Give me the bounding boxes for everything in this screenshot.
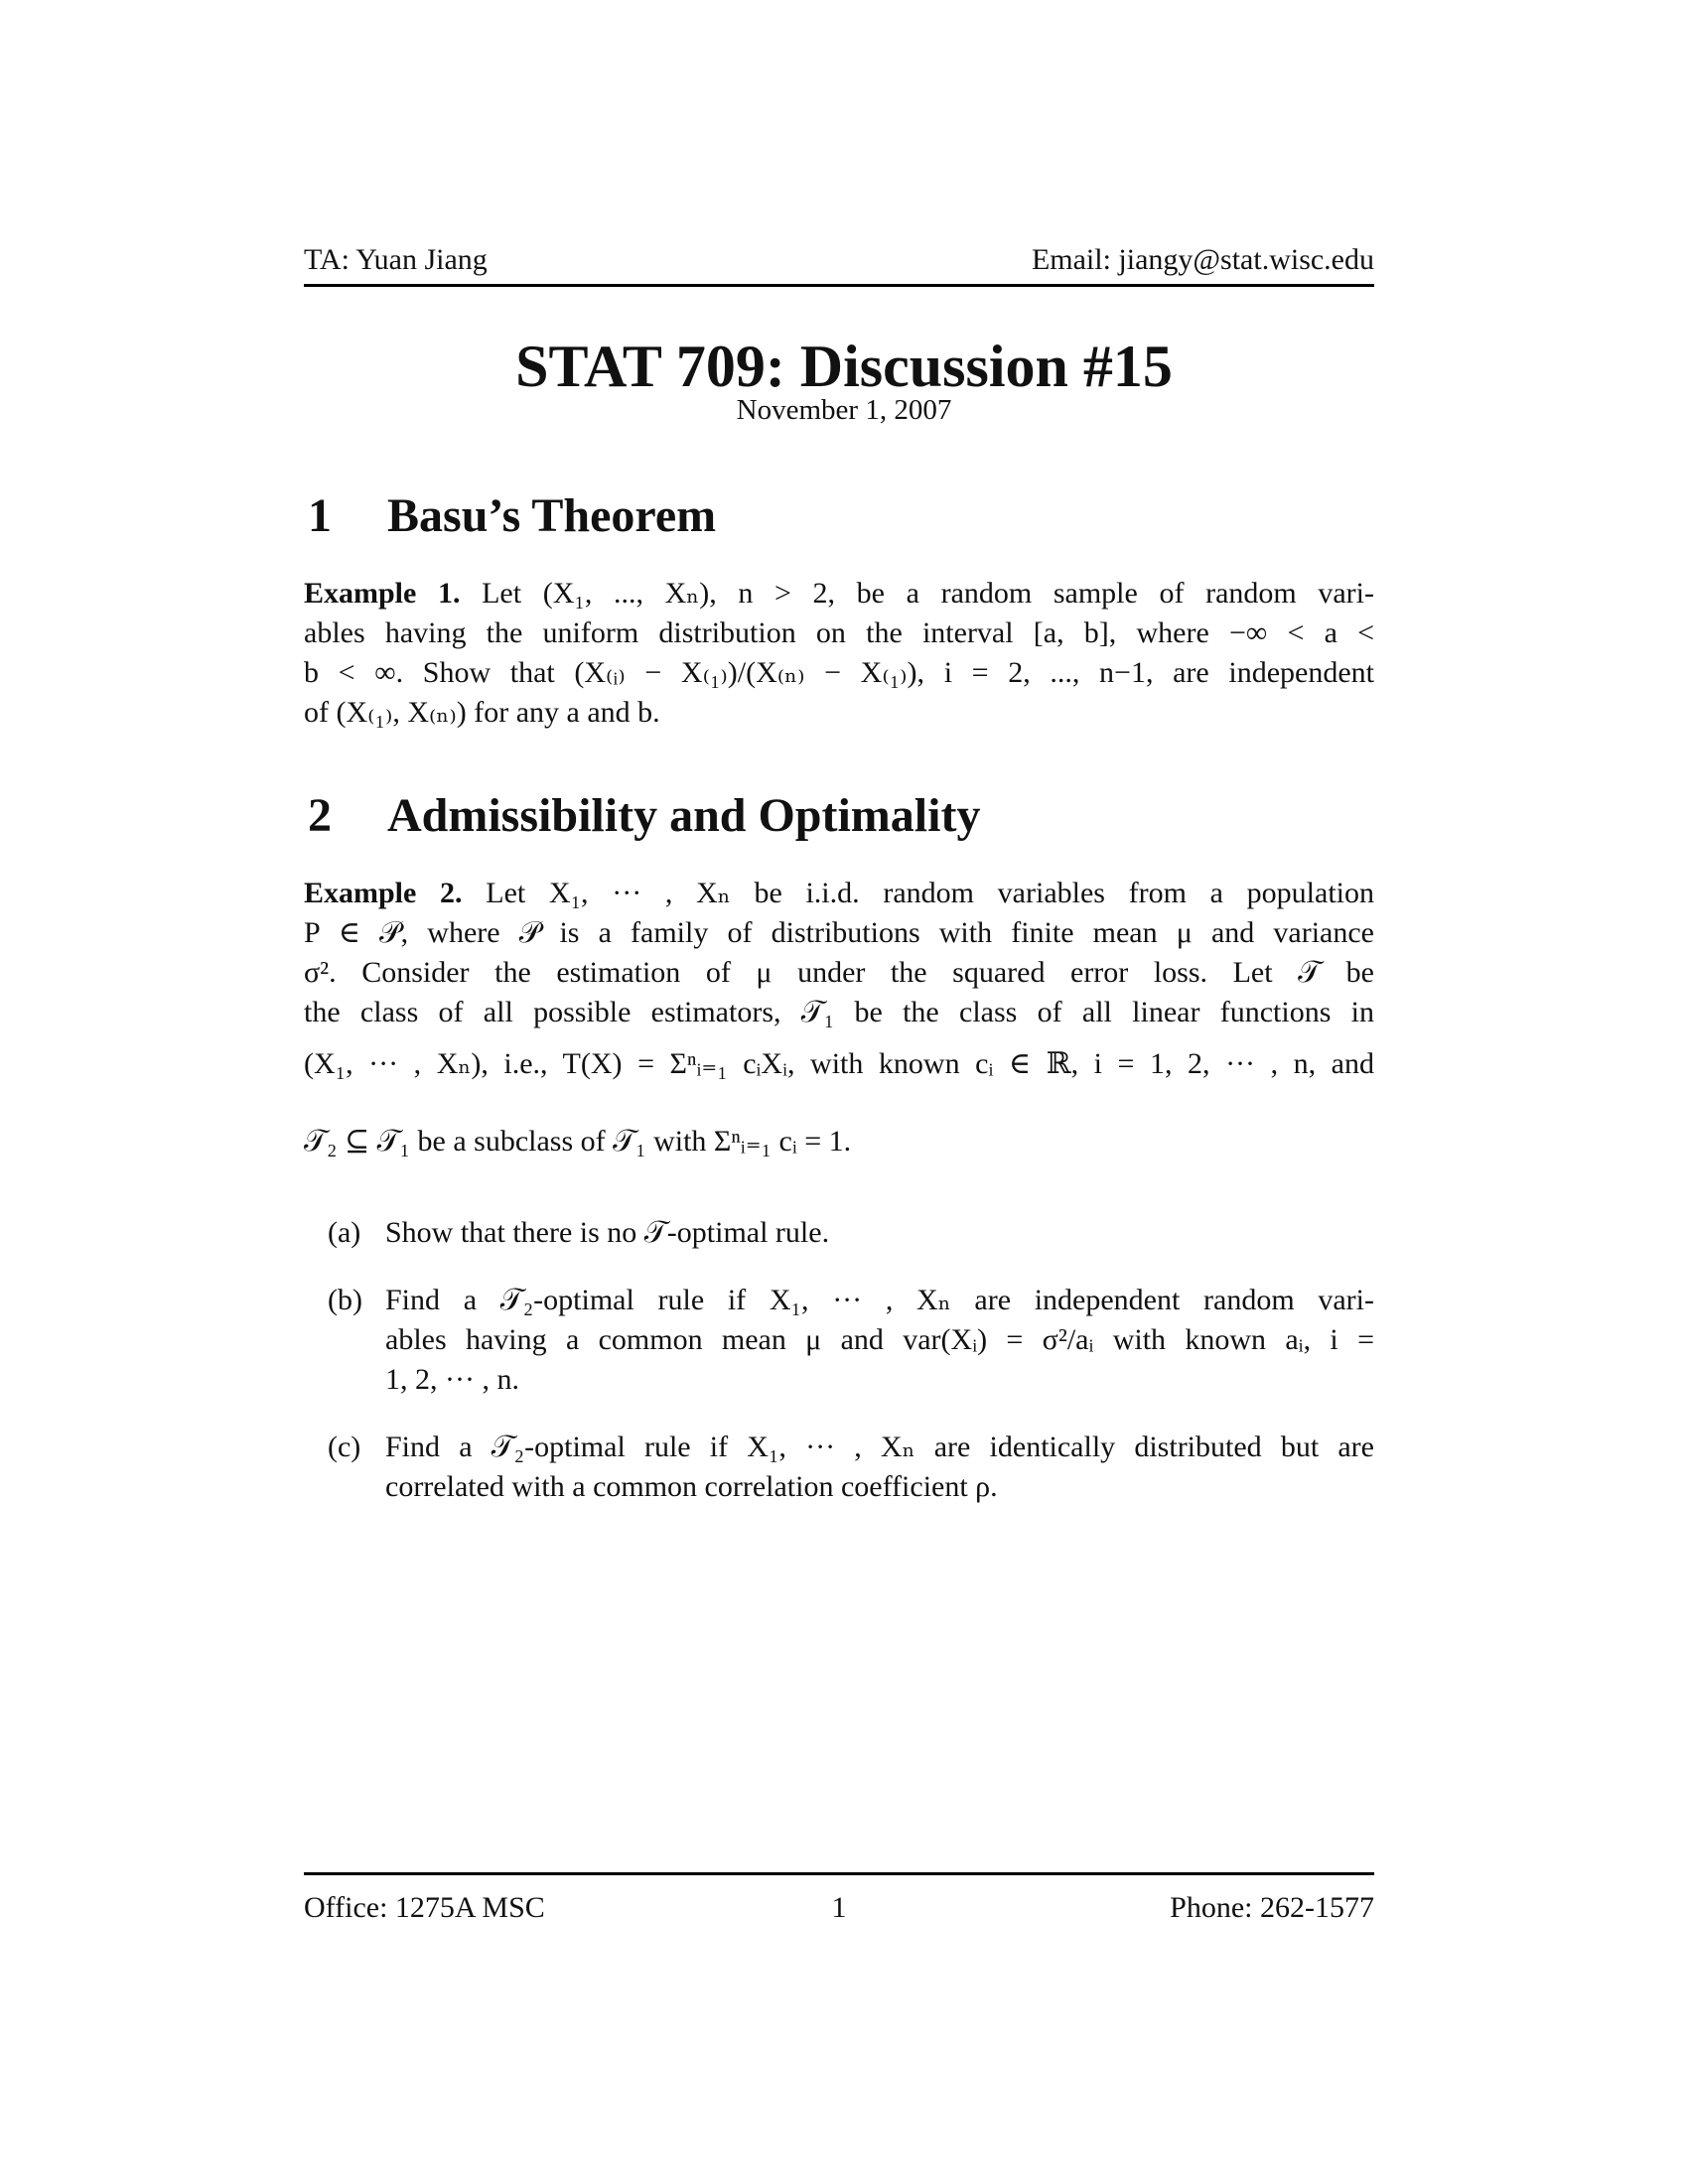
header-email: Email: jiangy@stat.wisc.edu [1031, 243, 1374, 276]
example-1-line-2: ables having the uniform distribution on the interval [a, b], where −∞ < a < [304, 616, 1374, 649]
example-2-line-2: P ∈ 𝒫, where 𝒫 is a family of distributions with finite mean μ and variance [304, 916, 1374, 949]
item-c-line-2: correlated with a common correlation coefficient ρ. [385, 1470, 998, 1503]
item-b-line-2: ables having a common mean μ and var(Xᵢ) = σ²/aᵢ with known aᵢ, i = [385, 1323, 1374, 1356]
item-c-label: (c) [328, 1431, 361, 1463]
example-2-line-4: the class of all possible estimators, 𝒯₁ be the class of all linear functions in [304, 996, 1374, 1028]
example-2-line-5: (X₁, ··· , Xₙ), i.e., T(X) = Σⁿᵢ₌₁ cᵢXᵢ, with known cᵢ ∈ ℝ, i = 1, 2, ··· , n, and [304, 1047, 1374, 1080]
example-1-line-1: Example 1. Let (X₁, ..., Xₙ), n > 2, be a random sample of random vari- [304, 577, 1374, 610]
section-number: 1 [308, 489, 332, 542]
section-title: Basu’s Theorem [387, 489, 717, 542]
footer-phone: Phone: 262-1577 [1170, 1891, 1374, 1924]
item-c-line-1: Find a 𝒯₂-optimal rule if X₁, ··· , Xₙ are identically distributed but are [385, 1431, 1374, 1463]
item-a-label: (a) [328, 1216, 361, 1249]
footer-office: Office: 1275A MSC [304, 1891, 545, 1924]
footer-rule [304, 1872, 1374, 1875]
example-2-line-6: 𝒯₂ ⊆ 𝒯₁ be a subclass of 𝒯₁ with Σⁿᵢ₌₁ cᵢ = 1. [304, 1125, 852, 1158]
page-number: 1 [831, 1891, 847, 1924]
example-2-line-1: Example 2. Let X₁, ··· , Xₙ be i.i.d. random variables from a population [304, 877, 1375, 909]
item-b-line-3: 1, 2, ··· , n. [385, 1363, 519, 1396]
section-2-heading [308, 788, 1301, 848]
section-number: 2 [308, 789, 332, 842]
example-label: Example 2. [304, 877, 463, 909]
example-1-line-3: b < ∞. Show that (X₍ᵢ₎ − X₍₁₎)/(X₍ₙ₎ − X₍₁₎), i = 2, ..., n−1, are independent [304, 656, 1374, 689]
item-a-line-1: Show that there is no 𝒯-optimal rule. [385, 1216, 830, 1249]
section-1-heading [308, 488, 1301, 548]
header-rule [304, 284, 1374, 287]
example-1-line-4: of (X₍₁₎, X₍ₙ₎) for any a and b. [304, 696, 660, 729]
header-ta-name: TA: Yuan Jiang [304, 243, 488, 276]
section-title: Admissibility and Optimality [387, 789, 981, 842]
page-date: November 1, 2007 [736, 394, 952, 426]
item-b-line-1: Find a 𝒯₂-optimal rule if X₁, ··· , Xₙ are independent random vari- [385, 1284, 1374, 1316]
example-2-line-3: σ². Consider the estimation of μ under the squared error loss. Let 𝒯 be [304, 956, 1374, 989]
example-label: Example 1. [304, 577, 461, 610]
item-b-label: (b) [328, 1284, 362, 1316]
page-title: STAT 709: Discussion #15 [515, 334, 1173, 399]
